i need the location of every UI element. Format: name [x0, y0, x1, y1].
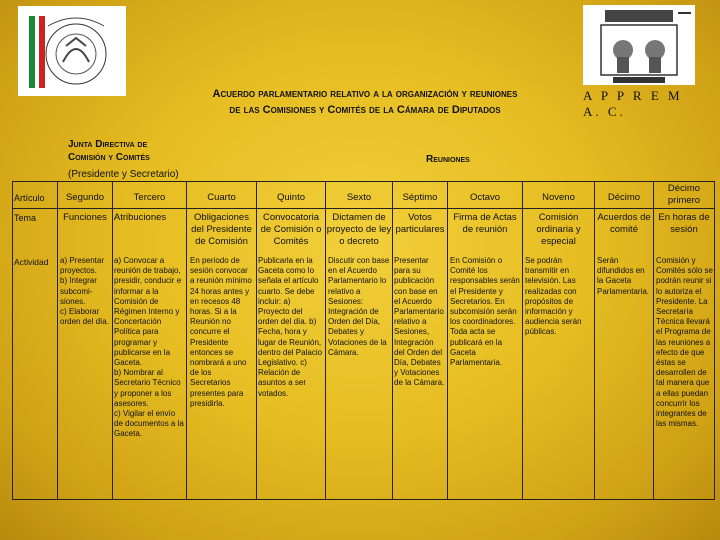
- tema-cell: Comisión ordinaria y especial: [536, 212, 581, 247]
- col-rule: [112, 181, 113, 499]
- actividad-cell: a) Presentar proyectos. b) Integrar subcomi-siones. c) Elaborar orden del día.: [60, 256, 109, 327]
- column-header: Séptimo: [402, 192, 438, 203]
- tema-cell: Convocatoria de Comisión o Comités: [260, 212, 322, 247]
- tema-cell: Funciones: [63, 212, 107, 223]
- actividad-cell: Serán difundidos en la Gaceta Parlamentaria.: [597, 256, 650, 296]
- document-title: [150, 86, 580, 118]
- junta-directiva-heading: [68, 138, 188, 164]
- title-line-2: de las Comisiones y Comités de la Cámara de Diputados: [229, 104, 501, 116]
- tema-cell: Obligaciones del Presidente de Comisión: [191, 212, 252, 247]
- junta-line-1: Junta Directiva de: [68, 139, 148, 150]
- actividad-cell: Presentar para su publicación con base en el Acuerdo Parlamentario relativo a Sesiones, Integración del Orden del Día, Debates y Votaciones de la Cámara.: [394, 256, 445, 388]
- table-bottom-rule: [12, 499, 715, 500]
- camara-diputados-logo: [18, 6, 126, 96]
- actividad-cell: Comisión y Comités sólo se podrán reunir si lo autoriza el Presidente. La Secretaría Técnica llevará el Programa de las reuniones a efecto de que éstas se desarrollen de tal manera que a ellas puedan concurrir los integrantes de las mismas.: [656, 256, 713, 429]
- column-header: Octavo: [469, 192, 501, 203]
- junta-line-2: Comisión y Comités: [68, 152, 150, 163]
- title-line-1: Acuerdo parlamentario relativo a la organización y reuniones: [212, 88, 518, 100]
- tema-cell: Votos particulares: [395, 212, 445, 235]
- row-label-tema: Tema: [14, 213, 37, 223]
- tema-cell: Dictamen de proyecto de ley o decreto: [326, 212, 392, 247]
- actividad-cell: Discutir con base en el Acuerdo Parlamentario lo relativo a Sesiones: Integración de Orden del Día, Debates y Votaciones de la Cámara.: [328, 256, 390, 357]
- table-top-rule: [12, 181, 715, 182]
- table-header-rule: [12, 208, 715, 209]
- col-rule: [714, 181, 715, 499]
- tema-cell: Atribuciones: [113, 212, 167, 223]
- column-header: Noveno: [542, 192, 575, 203]
- actividad-cell: En Comisión o Comité los responsables serán el Presidente y Secretarios. En subcomisión serán los coordinadores. Toda acta se publicará en la Gaceta Parlamentaria.: [450, 256, 520, 368]
- tema-cell: Firma de Actas de reunión: [453, 212, 517, 235]
- apprem-logo: [583, 5, 695, 85]
- column-header: Décimo primero: [667, 183, 701, 206]
- column-header: Sexto: [346, 192, 372, 203]
- actividad-cell: En periodo de sesión convocar a reunión mínimo 24 horas antes y en recesos 48 horas. Si a la Reunión no concurre el Presidente entonces se nombrará a uno de los Secretarios presentes para presidirla.: [190, 256, 252, 408]
- col-rule: [653, 181, 654, 499]
- reuniones-heading: Reuniones: [426, 154, 470, 165]
- column-header: Quinto: [277, 192, 305, 203]
- col-rule: [12, 181, 13, 499]
- actividad-cell: a) Convocar a reunión de trabajo, presidir, conducir e informar a la Comisión de Régimen Interno y Concertación Política para programar y publicarse en la Gaceta. b) Nombrar al Secretario Técnico y proponer a los asesores. c) Vigilar el envío de documentos a la Gaceta.: [114, 256, 184, 439]
- tema-cell: Acuerdos de comité: [597, 212, 651, 235]
- actividad-cell: Publicarla en la Gaceta como lo señala el artículo cuarto. Se debe incluir: a) Proyecto del orden del día. b) Fecha, hora y lugar de Reunión, dentro del Palacio Legislativo. c) Relación de asuntos a ser votados.: [258, 256, 323, 398]
- column-header: Décimo: [607, 192, 641, 203]
- junta-subtitle: (Presidente y Secretario): [68, 169, 179, 180]
- actividad-cell: Se podrán transmitir en televisión. Las realizadas con propósitos de información y audiencia serán públicas.: [525, 256, 582, 337]
- column-header: Artículo: [14, 193, 45, 203]
- tema-cell: En horas de sesión: [658, 212, 710, 235]
- organization-name: A P P R E M A. C.: [583, 88, 683, 119]
- column-header: Tercero: [133, 192, 166, 203]
- column-header: Segundo: [65, 192, 105, 203]
- column-header: Cuarto: [207, 192, 236, 203]
- col-rule: [57, 181, 58, 499]
- row-label-actividad: Actividad: [14, 257, 49, 267]
